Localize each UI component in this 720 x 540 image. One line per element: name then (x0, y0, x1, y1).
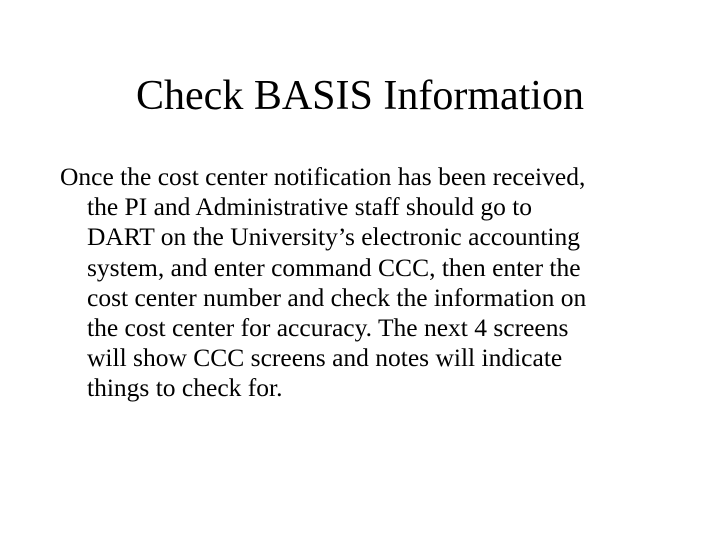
body-line: the cost center for accuracy. The next 4 screens (87, 313, 569, 343)
slide-body-paragraph (60, 162, 660, 404)
body-line: things to check for. (87, 373, 283, 403)
body-line: Once the cost center notification has been received, (60, 162, 586, 191)
body-line: the PI and Administrative staff should go to (87, 192, 533, 222)
body-line: DART on the University’s electronic accounting (87, 222, 581, 252)
body-line: will show CCC screens and notes will indicate (87, 343, 563, 373)
body-line: cost center number and check the information on (87, 282, 587, 312)
body-line: system, and enter command CCC, then enter the (87, 252, 581, 282)
slide-title: Check BASIS Information (136, 73, 584, 119)
